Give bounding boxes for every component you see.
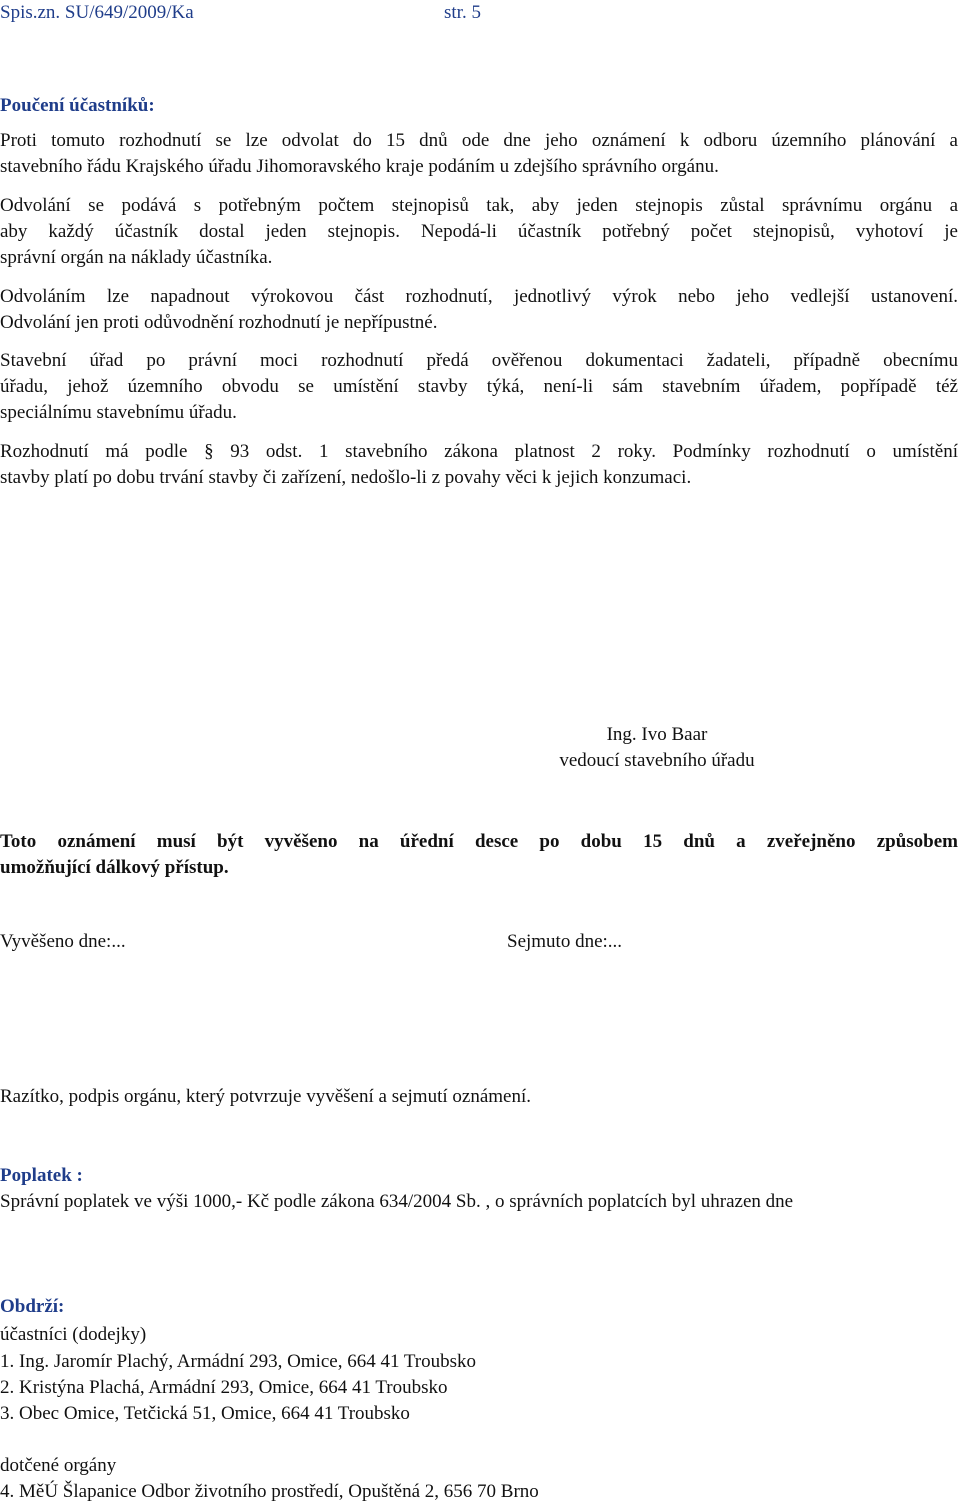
signatory-name: Ing. Ivo Baar bbox=[606, 724, 708, 745]
recipient-item: 2. Kristýna Plachá, Armádní 293, Omice, 664 41 Troubsko bbox=[0, 1377, 448, 1398]
posted-date-field: Vyvěšeno dne:... bbox=[0, 931, 126, 952]
fee-text: Správní poplatek ve výši 1000,- Kč podle zákona 634/2004 Sb. , o správních poplatcích byl uhrazen dne bbox=[0, 1191, 794, 1212]
notice-paragraph bbox=[0, 829, 958, 855]
authorities-label: dotčené orgány bbox=[0, 1455, 117, 1476]
text-line: stavebního řádu Krajského úřadu Jihomoravského kraje podáním u zdejšího správního orgánu. bbox=[0, 156, 719, 177]
text-line: Rozhodnutí má podle § 93 odst. 1 stavebního zákona platnost 2 roky. Podmínky rozhodnutí o umístění bbox=[0, 441, 958, 462]
page-number: str. 5 bbox=[444, 2, 481, 23]
text-line: Odvolání jen proti odůvodnění rozhodnutí je nepřípustné. bbox=[0, 312, 438, 333]
text-line: úřadu, jehož územního obvodu se umístění stavby týká, není-li sám stavebním úřadem, popřípadě též bbox=[0, 376, 958, 397]
text-line: speciálnímu stavebnímu úřadu. bbox=[0, 402, 237, 423]
recipient-item: 1. Ing. Jaromír Plachý, Armádní 293, Omice, 664 41 Troubsko bbox=[0, 1351, 477, 1372]
text-line: Odvoláním lze napadnout výrokovou část rozhodnutí, jednotlivý výrok nebo jeho vedlejší ustanovení. bbox=[0, 286, 958, 307]
instruction-paragraph-5 bbox=[0, 439, 958, 465]
document-reference: Spis.zn. SU/649/2009/Ka bbox=[0, 2, 194, 23]
instruction-paragraph-1 bbox=[0, 128, 958, 154]
instruction-heading: Poučení účastníků: bbox=[0, 95, 155, 116]
recipient-item: 3. Obec Omice, Tetčická 51, Omice, 664 41 Troubsko bbox=[0, 1403, 410, 1424]
text-line: Odvolání se podává s potřebným počtem stejnopisů tak, aby jeden stejnopis zůstal správnímu orgánu a bbox=[0, 195, 958, 216]
text-line: správní orgán na náklady účastníka. bbox=[0, 247, 273, 268]
text-line: Stavební úřad po právní moci rozhodnutí předá ověřenou dokumentaci žadateli, případně obecnímu bbox=[0, 350, 958, 371]
removed-date-field: Sejmuto dne:... bbox=[507, 931, 623, 952]
stamp-instruction: Razítko, podpis orgánu, který potvrzuje vyvěšení a sejmutí oznámení. bbox=[0, 1086, 531, 1107]
fee-heading: Poplatek : bbox=[0, 1165, 83, 1186]
recipients-heading: Obdrží: bbox=[0, 1296, 65, 1317]
instruction-paragraph-4 bbox=[0, 348, 958, 400]
text-line: stavby platí po dobu trvání stavby či zařízení, nedošlo-li z povahy věci k jejich konzumaci. bbox=[0, 467, 692, 488]
participants-label: účastníci (dodejky) bbox=[0, 1324, 147, 1345]
text-line: Proti tomuto rozhodnutí se lze odvolat do 15 dnů ode dne jeho oznámení k odboru územního plánování a bbox=[0, 130, 958, 151]
text-line: umožňující dálkový přístup. bbox=[0, 857, 229, 878]
text-line: Toto oznámení musí být vyvěšeno na úřední desce po dobu 15 dnů a zveřejněno způsobem bbox=[0, 831, 958, 852]
instruction-paragraph-2 bbox=[0, 193, 958, 245]
instruction-paragraph-3 bbox=[0, 284, 958, 310]
signatory-role: vedoucí stavebního úřadu bbox=[559, 750, 755, 771]
recipient-item: 4. MěÚ Šlapanice Odbor životního prostředí, Opuštěná 2, 656 70 Brno bbox=[0, 1481, 539, 1502]
text-line: aby každý účastník dostal jeden stejnopis. Nepodá-li účastník potřebný počet stejnopisů, vyhotoví je bbox=[0, 221, 958, 242]
